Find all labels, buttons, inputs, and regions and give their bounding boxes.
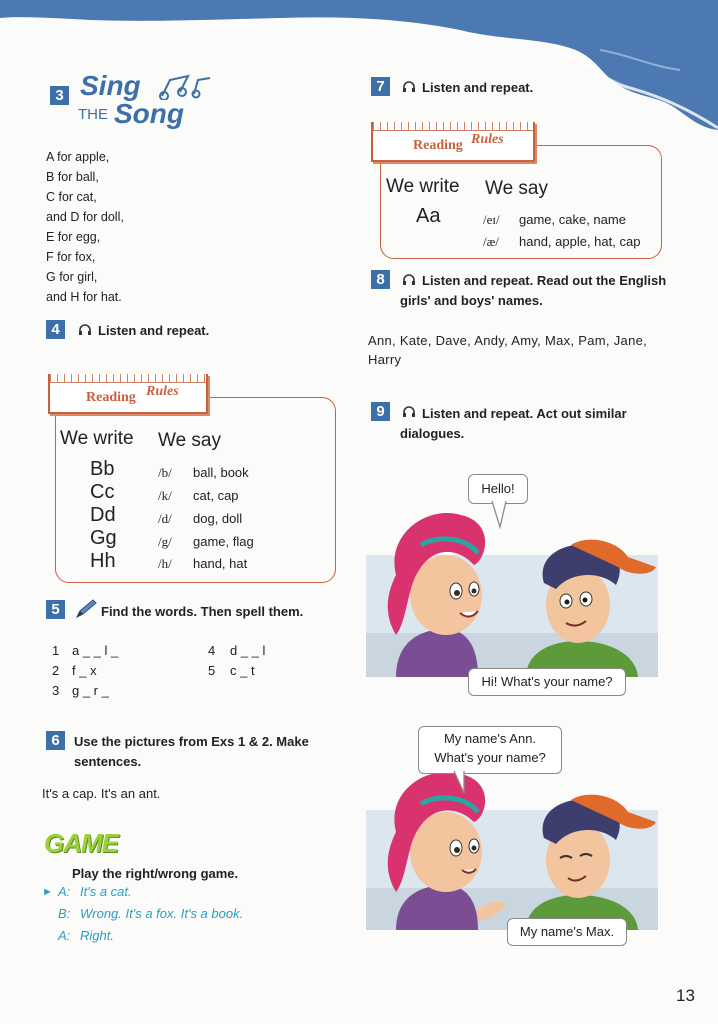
- speech-bubble-hello: [468, 474, 528, 504]
- spelling-item: f _ x: [72, 663, 97, 678]
- item-number: 3: [52, 683, 60, 698]
- exercise-number-9: 9: [371, 402, 390, 421]
- bubble-tail: [450, 771, 470, 795]
- rule-letters: Aa: [416, 205, 441, 227]
- we-write-heading: We write: [60, 428, 134, 449]
- game-logo: GAME: [44, 828, 118, 858]
- bubble-text: Hi! What's your name?: [481, 674, 613, 689]
- bubble-text: Hello!: [481, 481, 515, 496]
- bubble-text: What's your name?: [434, 750, 546, 765]
- girl-character: [388, 513, 485, 677]
- rule-sound: /g/: [158, 534, 172, 549]
- rule-letters: Bb: [90, 458, 115, 480]
- song-line: G for girl,: [46, 270, 98, 284]
- song-line: E for egg,: [46, 230, 101, 244]
- ex8-names-line2: Harry: [368, 352, 402, 367]
- rule-letters: Hh: [90, 550, 116, 572]
- rule-sound: /b/: [158, 465, 172, 480]
- page-number: 13: [676, 986, 695, 1005]
- exercise-number-8: 8: [371, 270, 390, 289]
- ex8-instruction-line2: girls' and boys' names.: [400, 293, 543, 308]
- rule-examples: hand, hat: [193, 556, 248, 571]
- dialogue-line: It's a cat.: [80, 884, 132, 899]
- rule-examples: game, cake, name: [519, 212, 626, 227]
- rule-sound: /eɪ/: [483, 212, 500, 227]
- rule-sound: /æ/: [483, 234, 499, 249]
- song-line: A for apple,: [46, 150, 110, 164]
- speech-bubble-max: [507, 918, 627, 946]
- rules-word: Rules: [146, 384, 179, 399]
- ex5-instruction: Find the words. Then spell them.: [101, 604, 304, 619]
- bubble-text: My name's Max.: [519, 924, 615, 939]
- spelling-item: g _ r _: [72, 683, 109, 698]
- rule-examples: hand, apple, hat, cap: [519, 234, 641, 249]
- spelling-item: d _ _ l: [230, 643, 266, 658]
- title-song: Song: [114, 98, 184, 129]
- pencil-icon: [74, 598, 98, 620]
- music-notes-icon: [158, 74, 214, 100]
- rule-sound: /d/: [158, 511, 172, 526]
- ex6-example: It's a cap. It's an ant.: [42, 786, 161, 801]
- rule-examples: dog, doll: [193, 511, 243, 526]
- rule-examples: cat, cap: [193, 488, 239, 503]
- item-number: 5: [208, 663, 216, 678]
- spelling-item: c _ t: [230, 663, 255, 678]
- dialogue-illustration-1: [366, 505, 658, 677]
- headphones-icon: [78, 323, 92, 336]
- song-lyrics: [46, 147, 124, 307]
- ex9-instruction-line2: dialogues.: [400, 426, 465, 441]
- ex6-instruction-line1: Use the pictures from Exs 1 & 2. Make: [74, 734, 309, 749]
- we-say-heading: We say: [485, 178, 549, 199]
- rule-examples: game, flag: [193, 534, 254, 549]
- ex8-instruction-line1: Listen and repeat. Read out the English: [422, 273, 667, 288]
- reading-word: Reading: [413, 138, 463, 153]
- exercise-number-3: 3: [50, 86, 69, 105]
- bubble-tail: [490, 501, 510, 529]
- speech-bubble-whats-your-name: [468, 668, 626, 696]
- speaker-label: A:: [58, 928, 71, 943]
- bubble-text: My name's Ann.: [443, 731, 537, 746]
- dialogue-line: Right.: [80, 928, 114, 943]
- sing-the-song-title: [78, 70, 228, 130]
- rule-letters: Dd: [90, 504, 116, 526]
- exercise-number-7: 7: [371, 77, 390, 96]
- rule-sound: /h/: [158, 556, 172, 571]
- exercise-number-5: 5: [46, 600, 65, 619]
- song-line: and H for hat.: [46, 290, 122, 304]
- exercise-number-6: 6: [46, 731, 65, 750]
- speaker-label: B:: [58, 906, 71, 921]
- rules-word: Rules: [471, 132, 504, 147]
- rule-examples: ball, book: [193, 465, 249, 480]
- rule-sound: /k/: [158, 488, 172, 503]
- dialogue-illustration-2: [366, 770, 658, 930]
- reading-word: Reading: [86, 390, 136, 405]
- title-sing: Sing: [80, 70, 141, 101]
- we-say-heading: We say: [158, 430, 222, 451]
- song-line: B for ball,: [46, 170, 99, 184]
- exercise-number-4: 4: [46, 320, 65, 339]
- ex6-instruction-line2: sentences.: [74, 754, 142, 769]
- ex9-instruction-line1: Listen and repeat. Act out similar: [422, 406, 627, 421]
- song-line: and D for doll,: [46, 210, 124, 224]
- ex4-instruction: Listen and repeat.: [98, 323, 210, 338]
- game-instruction: Play the right/wrong game.: [72, 866, 239, 881]
- we-write-heading: We write: [386, 176, 460, 197]
- reading-rules-tab: [371, 122, 535, 162]
- headphones-icon: [402, 273, 416, 286]
- rule-letters: Gg: [90, 527, 117, 549]
- item-number: 1: [52, 643, 60, 658]
- rule-letters: Cc: [90, 481, 115, 503]
- headphones-icon: [402, 80, 416, 93]
- headphones-icon: [402, 405, 416, 418]
- spelling-item: a _ _ l _: [72, 643, 119, 658]
- speech-bubble-ann: [418, 726, 562, 774]
- song-line: C for cat,: [46, 190, 97, 204]
- ex8-names-line1: Ann, Kate, Dave, Andy, Amy, Max, Pam, Jane,: [368, 333, 648, 348]
- dialogue-line: Wrong. It's a fox. It's a book.: [80, 906, 244, 921]
- arrow-icon: ►: [42, 886, 53, 898]
- speaker-label: A:: [58, 884, 71, 899]
- reading-rules-tab: [48, 374, 208, 414]
- song-line: F for fox,: [46, 250, 96, 264]
- item-number: 2: [52, 663, 60, 678]
- item-number: 4: [208, 643, 216, 658]
- ex7-instruction: Listen and repeat.: [422, 80, 534, 95]
- title-the: THE: [78, 106, 108, 123]
